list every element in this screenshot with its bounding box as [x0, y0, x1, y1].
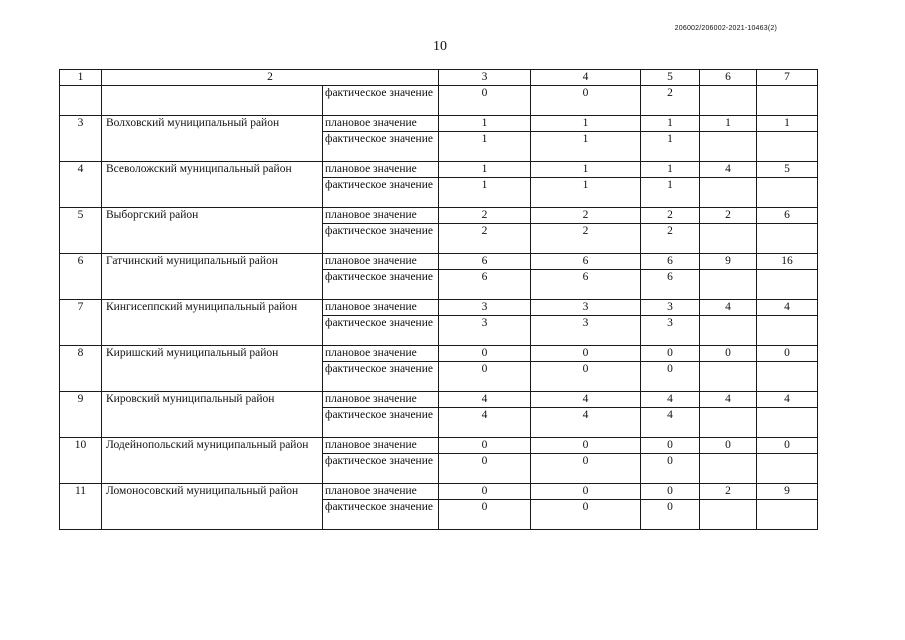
fact-value-cell: 1 [439, 178, 531, 208]
district-plan-row [60, 300, 818, 316]
plan-value-cell: 1 [700, 116, 757, 132]
header-col-7: 7 [757, 70, 818, 86]
district-name: Волховский муниципальный район [102, 116, 323, 162]
indicator-type-label: фактическое значение [323, 178, 439, 208]
fact-value-cell: 1 [641, 132, 700, 162]
header-row [60, 70, 818, 86]
value-cell: 0 [531, 86, 641, 116]
indicator-type-label: плановое значение [323, 162, 439, 178]
empty-cell [700, 408, 757, 438]
indicator-type-label: плановое значение [323, 208, 439, 224]
fact-value-cell: 2 [641, 224, 700, 254]
empty-cell [757, 132, 818, 162]
empty-cell [700, 454, 757, 484]
district-plan-row [60, 254, 818, 270]
plan-value-cell: 1 [757, 116, 818, 132]
empty-cell [757, 270, 818, 300]
indicator-type-label: фактическое значение [323, 224, 439, 254]
row-number: 11 [60, 484, 102, 530]
plan-value-cell: 3 [531, 300, 641, 316]
empty-cell [757, 362, 818, 392]
district-plan-row [60, 346, 818, 362]
plan-value-cell: 0 [531, 484, 641, 500]
indicator-type-label: плановое значение [323, 300, 439, 316]
district-plan-row [60, 392, 818, 408]
district-name: Киришский муниципальный район [102, 346, 323, 392]
row-number: 8 [60, 346, 102, 392]
indicator-type-label: фактическое значение [323, 408, 439, 438]
plan-value-cell: 6 [757, 208, 818, 224]
empty-cell [757, 178, 818, 208]
indicator-type-label: плановое значение [323, 438, 439, 454]
plan-value-cell: 1 [641, 116, 700, 132]
district-plan-row [60, 116, 818, 132]
indicator-type-label: плановое значение [323, 116, 439, 132]
plan-value-cell: 2 [700, 208, 757, 224]
fact-value-cell: 1 [439, 132, 531, 162]
district-plan-row [60, 484, 818, 500]
indicator-type-label: плановое значение [323, 484, 439, 500]
district-name: Всеволожский муниципальный район [102, 162, 323, 208]
plan-value-cell: 4 [439, 392, 531, 408]
plan-value-cell: 0 [700, 438, 757, 454]
plan-value-cell: 1 [641, 162, 700, 178]
fact-value-cell: 0 [531, 500, 641, 530]
plan-value-cell: 1 [439, 162, 531, 178]
empty-cell [700, 86, 757, 116]
fact-value-cell: 6 [531, 270, 641, 300]
empty-cell [757, 316, 818, 346]
empty-cell [757, 454, 818, 484]
plan-value-cell: 4 [700, 162, 757, 178]
document-id: 206002/206002-2021-10463(2) [674, 25, 777, 32]
fact-value-cell: 4 [531, 408, 641, 438]
plan-value-cell: 6 [439, 254, 531, 270]
row-num-cell [60, 86, 102, 116]
fact-value-cell: 1 [531, 132, 641, 162]
fact-value-cell: 1 [531, 178, 641, 208]
empty-cell [700, 316, 757, 346]
row-number: 10 [60, 438, 102, 484]
indicator-type-label: фактическое значение [323, 86, 439, 116]
fact-value-cell: 0 [439, 362, 531, 392]
plan-value-cell: 4 [641, 392, 700, 408]
continuation-row [60, 86, 818, 116]
plan-value-cell: 0 [531, 438, 641, 454]
indicator-type-label: фактическое значение [323, 500, 439, 530]
empty-cell [757, 86, 818, 116]
empty-cell [700, 132, 757, 162]
district-plan-row [60, 438, 818, 454]
indicator-type-label: плановое значение [323, 346, 439, 362]
row-number: 7 [60, 300, 102, 346]
header-col-4: 4 [531, 70, 641, 86]
fact-value-cell: 0 [641, 500, 700, 530]
district-name: Гатчинский муниципальный район [102, 254, 323, 300]
plan-value-cell: 0 [700, 346, 757, 362]
empty-cell [700, 362, 757, 392]
fact-value-cell: 1 [641, 178, 700, 208]
plan-value-cell: 6 [531, 254, 641, 270]
plan-value-cell: 0 [757, 346, 818, 362]
plan-value-cell: 0 [641, 484, 700, 500]
plan-value-cell: 0 [439, 346, 531, 362]
plan-value-cell: 4 [757, 392, 818, 408]
indicators-table [59, 69, 818, 530]
empty-cell [700, 500, 757, 530]
plan-value-cell: 1 [531, 162, 641, 178]
fact-value-cell: 2 [439, 224, 531, 254]
plan-value-cell: 2 [439, 208, 531, 224]
fact-value-cell: 2 [531, 224, 641, 254]
plan-value-cell: 0 [757, 438, 818, 454]
fact-value-cell: 3 [531, 316, 641, 346]
plan-value-cell: 0 [641, 438, 700, 454]
header-col-3: 3 [439, 70, 531, 86]
plan-value-cell: 4 [757, 300, 818, 316]
fact-value-cell: 4 [439, 408, 531, 438]
fact-value-cell: 0 [641, 454, 700, 484]
indicator-type-label: фактическое значение [323, 362, 439, 392]
plan-value-cell: 3 [641, 300, 700, 316]
indicator-type-label: плановое значение [323, 254, 439, 270]
fact-value-cell: 4 [641, 408, 700, 438]
plan-value-cell: 3 [439, 300, 531, 316]
empty-cell [757, 224, 818, 254]
fact-value-cell: 6 [439, 270, 531, 300]
plan-value-cell: 0 [531, 346, 641, 362]
fact-value-cell: 0 [439, 454, 531, 484]
plan-value-cell: 2 [700, 484, 757, 500]
plan-value-cell: 0 [439, 484, 531, 500]
district-name: Кингисеппский муниципальный район [102, 300, 323, 346]
empty-cell [700, 270, 757, 300]
district-name-cell [102, 86, 323, 116]
empty-cell [700, 224, 757, 254]
value-cell: 0 [439, 86, 531, 116]
plan-value-cell: 9 [700, 254, 757, 270]
fact-value-cell: 6 [641, 270, 700, 300]
fact-value-cell: 3 [641, 316, 700, 346]
fact-value-cell: 0 [531, 454, 641, 484]
district-name: Кировский муниципальный район [102, 392, 323, 438]
header-col-1: 1 [60, 70, 102, 86]
header-col-6: 6 [700, 70, 757, 86]
value-cell: 2 [641, 86, 700, 116]
empty-cell [757, 408, 818, 438]
page-number: 10 [433, 39, 447, 54]
indicator-type-label: фактическое значение [323, 316, 439, 346]
plan-value-cell: 6 [641, 254, 700, 270]
plan-value-cell: 5 [757, 162, 818, 178]
plan-value-cell: 0 [439, 438, 531, 454]
row-number: 6 [60, 254, 102, 300]
empty-cell [757, 500, 818, 530]
fact-value-cell: 3 [439, 316, 531, 346]
row-number: 3 [60, 116, 102, 162]
district-plan-row [60, 208, 818, 224]
indicator-type-label: плановое значение [323, 392, 439, 408]
district-name: Лодейнопольский муниципальный район [102, 438, 323, 484]
district-plan-row [60, 162, 818, 178]
row-number: 9 [60, 392, 102, 438]
row-number: 5 [60, 208, 102, 254]
fact-value-cell: 0 [531, 362, 641, 392]
plan-value-cell: 2 [531, 208, 641, 224]
plan-value-cell: 4 [531, 392, 641, 408]
row-number: 4 [60, 162, 102, 208]
plan-value-cell: 16 [757, 254, 818, 270]
plan-value-cell: 2 [641, 208, 700, 224]
plan-value-cell: 9 [757, 484, 818, 500]
header-col-5: 5 [641, 70, 700, 86]
empty-cell [700, 178, 757, 208]
plan-value-cell: 4 [700, 300, 757, 316]
indicator-type-label: фактическое значение [323, 132, 439, 162]
plan-value-cell: 1 [531, 116, 641, 132]
header-col-2: 2 [102, 70, 439, 86]
plan-value-cell: 4 [700, 392, 757, 408]
district-name: Выборгский район [102, 208, 323, 254]
district-name: Ломоносовский муниципальный район [102, 484, 323, 530]
plan-value-cell: 0 [641, 346, 700, 362]
plan-value-cell: 1 [439, 116, 531, 132]
fact-value-cell: 0 [439, 500, 531, 530]
indicator-type-label: фактическое значение [323, 270, 439, 300]
fact-value-cell: 0 [641, 362, 700, 392]
indicator-type-label: фактическое значение [323, 454, 439, 484]
